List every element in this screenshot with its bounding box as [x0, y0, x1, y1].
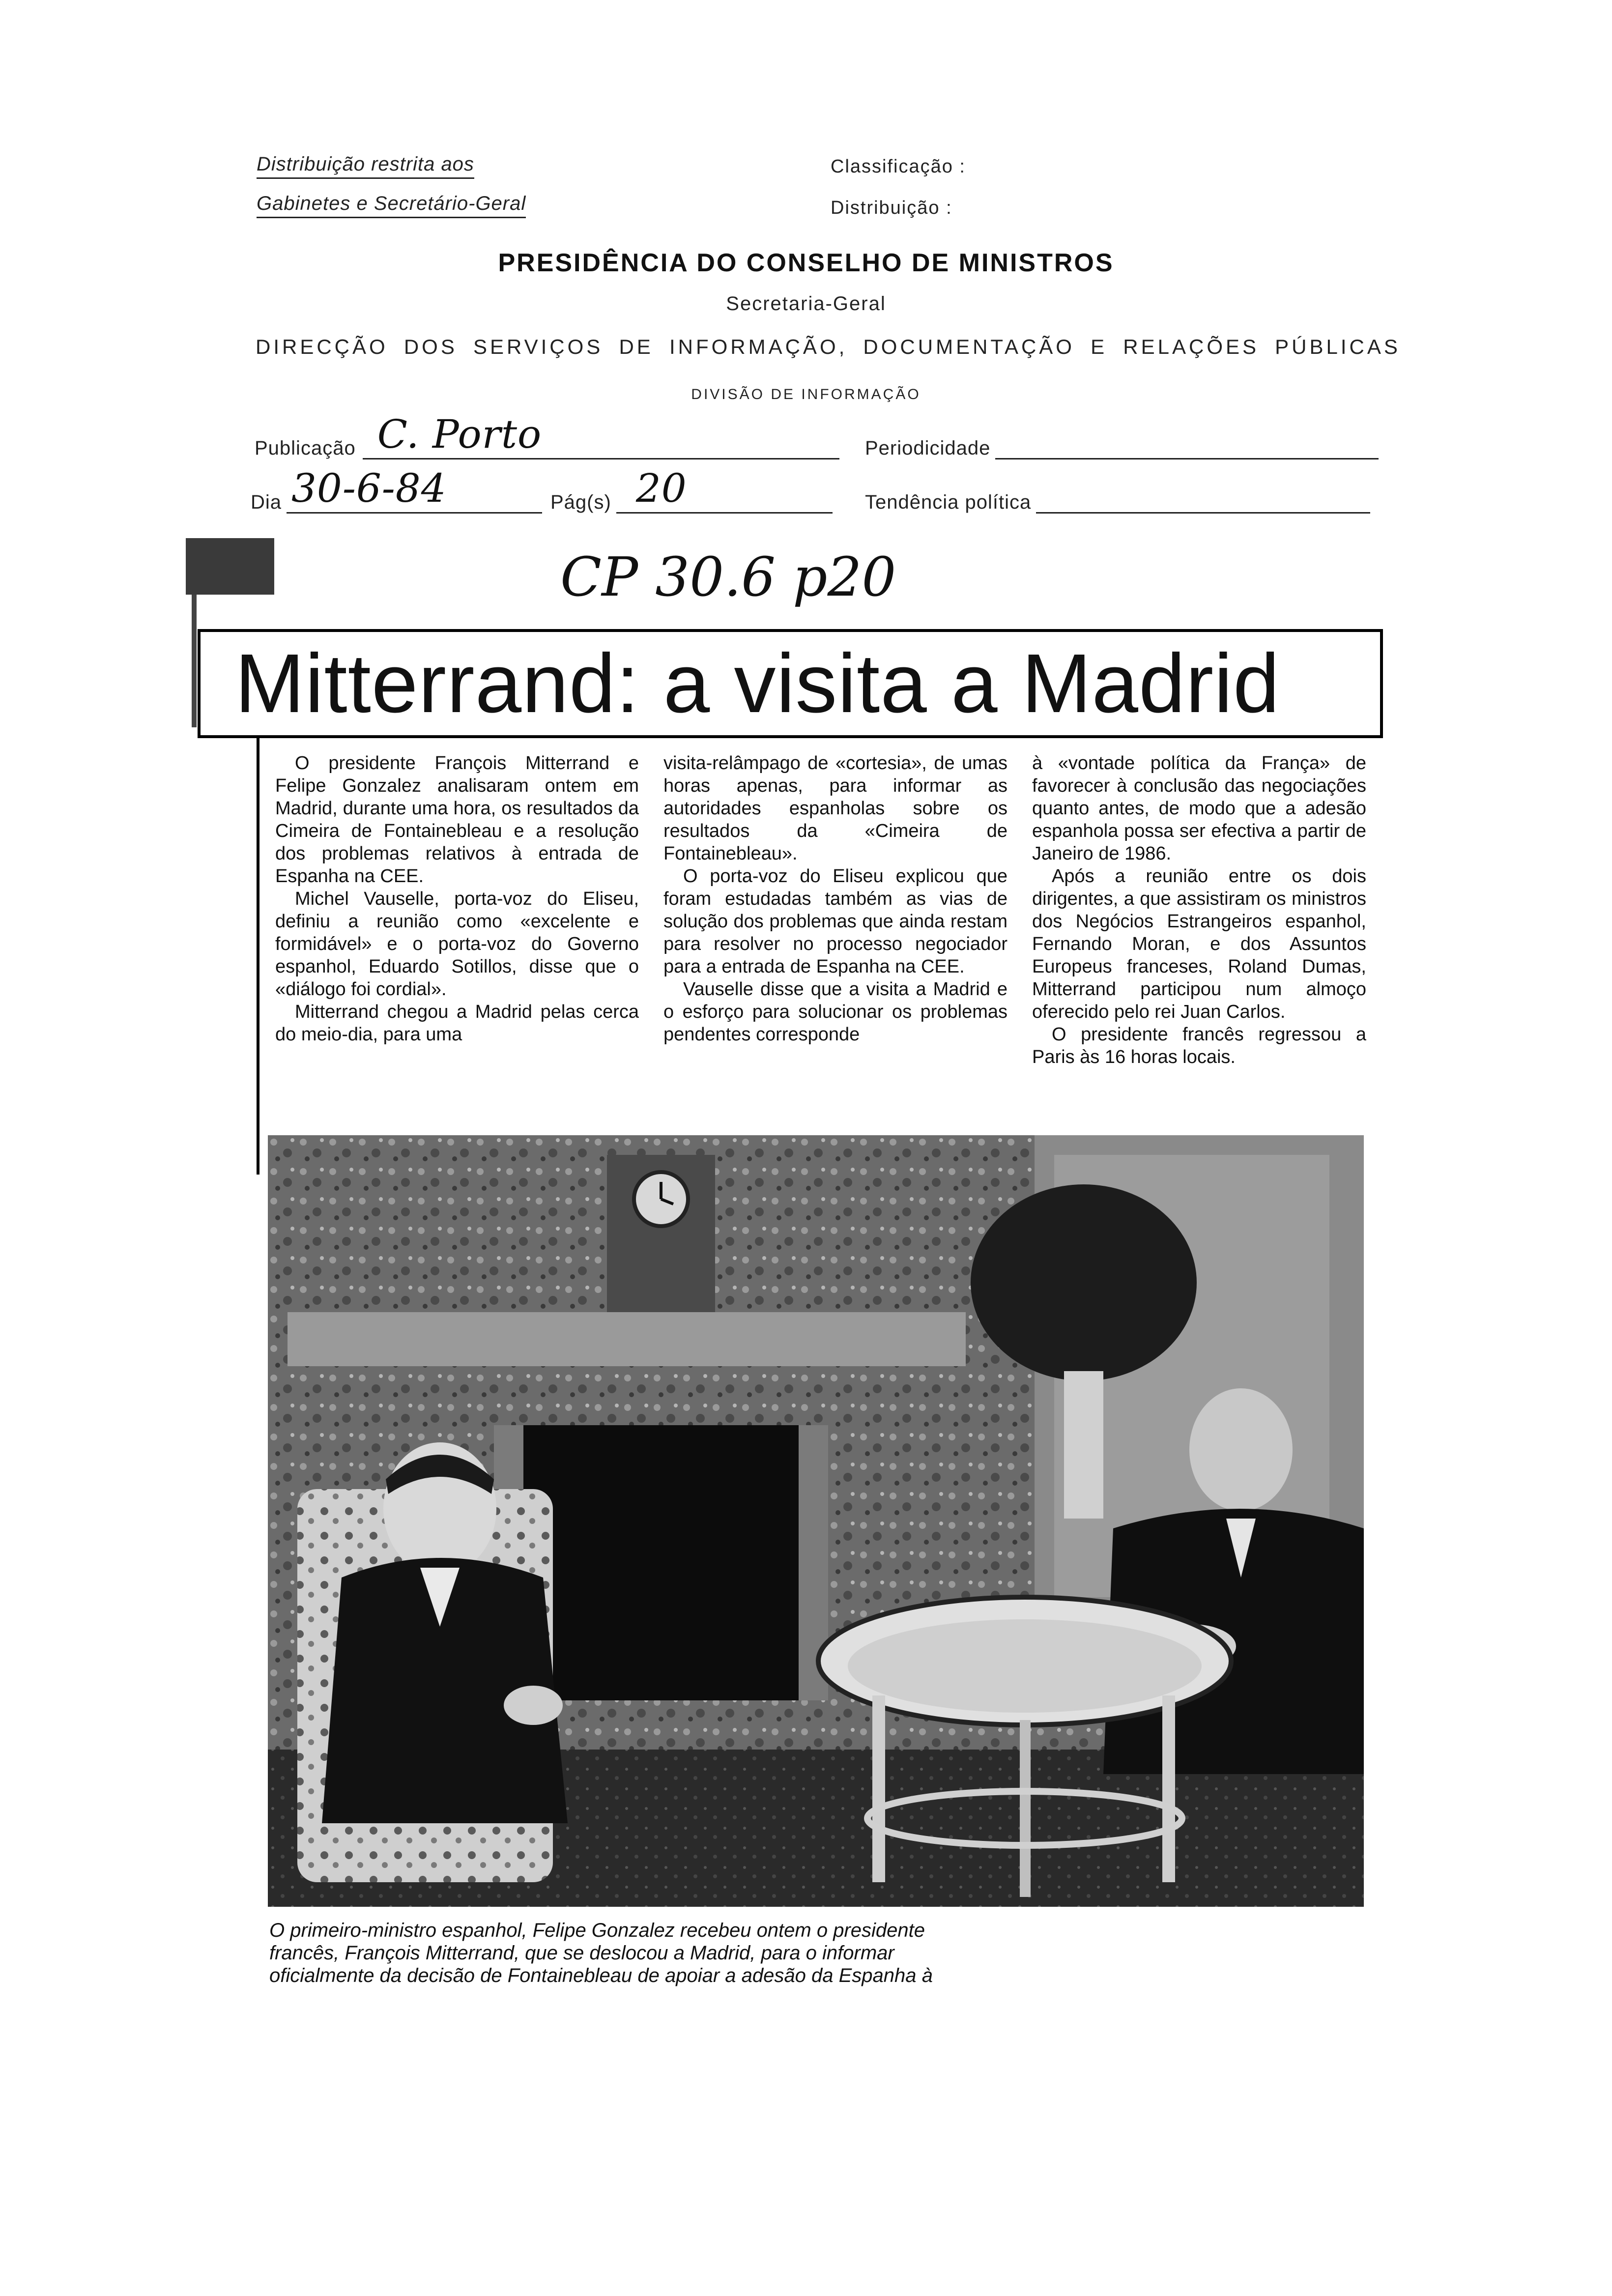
paragraph: Michel Vauselle, porta-voz do Eliseu, definiu a reunião como «excelente e formidável» e o porta-voz do Governo espanhol, Eduardo Sotillos, disse que o «diálogo foi cordial».: [275, 889, 639, 1000]
periodicity-field: [865, 432, 1379, 459]
day-label: Dia: [251, 491, 282, 513]
day-value: 30-6-84: [291, 465, 447, 511]
paragraph: Mitterrand chegou a Madrid pelas cerca do meio-dia, para uma: [275, 1002, 639, 1045]
publication-value: C. Porto: [377, 411, 542, 457]
article-column-3: [1032, 752, 1366, 1068]
tendency-field: [865, 487, 1370, 514]
paragraph: O porta-voz do Eliseu explicou que foram estudadas também as vias de solução dos problemas que ainda restam para resolver no processo negociador para a entrada de Espanha na CEE.: [663, 866, 1008, 977]
dept-word: SERVIÇOS: [473, 335, 604, 358]
column-rule-left: [257, 737, 259, 1175]
pages-value: 20: [635, 465, 687, 511]
dept-word: RELAÇÕES: [1123, 335, 1260, 358]
division-label: DIVISÃO DE INFORMAÇÃO: [691, 386, 921, 402]
dept-word: DOS: [403, 335, 458, 358]
classification-label: Classificação :: [831, 156, 966, 177]
dept-word: DOCUMENTAÇÃO: [863, 335, 1075, 358]
tendency-label: Tendência política: [865, 491, 1032, 513]
dept-word: INFORMAÇÃO,: [669, 335, 848, 358]
dept-word: DIRECÇÃO: [256, 335, 388, 358]
paragraph: O presidente François Mitterrand e Felipe Gonzalez analisaram ontem em Madrid, durante uma hora, os resultados da Cimeira de Fontainebleau e a resolução dos problemas relativos à entrada de Espanha na CEE.: [275, 753, 639, 887]
paragraph: Vauselle disse que a visita a Madrid e o esforço para solucionar os problemas pendentes corresponde: [663, 979, 1008, 1045]
publication-label: Publicação: [255, 437, 356, 459]
clip-annotation: CP 30.6 p20: [560, 545, 896, 608]
distribution-restriction-line2: Gabinetes e Secretário-Geral: [257, 193, 526, 218]
periodicity-label: Periodicidade: [865, 437, 991, 459]
paragraph: à «vontade política da França» de favorecer à conclusão das negociações quanto antes, de modo que a adesão espanhola possa ser efectiva a partir de Janeiro de 1986.: [1032, 753, 1366, 864]
paragraph: visita-relâmpago de «cortesia», de umas horas apenas, para informar as autoridades espanholas sobre os resultados da «Cimeira de Fontainebleau».: [663, 753, 1008, 864]
dept-word: DE: [619, 335, 654, 358]
distribution-restriction-line1: Distribuição restrita aos: [257, 153, 474, 179]
article-column-2: [663, 752, 1008, 1046]
org-subtitle: Secretaria-Geral: [726, 293, 886, 315]
day-field: [251, 465, 542, 514]
paragraph: O presidente francês regressou a Paris às 16 horas locais.: [1032, 1024, 1366, 1067]
publication-field: [255, 411, 839, 459]
article-column-1: [275, 752, 639, 1046]
department-line: [256, 335, 1401, 359]
paragraph: Após a reunião entre os dois dirigentes, a que assistiram os ministros dos Negócios Estrangeiros espanhol, Fernando Moran, e dos Assuntos Europeus franceses, Roland Dumas, Mitterrand participou num almoço oferecido pelo rei Juan Carlos.: [1032, 866, 1366, 1022]
pages-label: Pág(s): [550, 491, 611, 513]
headline-box: [198, 629, 1383, 738]
org-title: PRESIDÊNCIA DO CONSELHO DE MINISTROS: [498, 249, 1114, 277]
scan-edge: [192, 595, 197, 727]
scan-shadow: [186, 538, 274, 595]
pages-field: [550, 465, 833, 514]
photo-caption: O primeiro-ministro espanhol, Felipe Gonzalez recebeu ontem o presidente francês, François Mitterrand, que se deslocou a Madrid, para o informar oficialmente da decisão de Fontainebleau de apoiar a adesão da Espanha à: [269, 1920, 933, 1986]
distribution-label: Distribuição :: [831, 198, 952, 218]
article-photo: [268, 1135, 1364, 1907]
article-headline: Mitterrand: a visita a Madrid: [235, 637, 1280, 730]
photo-illustration: [268, 1135, 1364, 1907]
dept-word: PÚBLICAS: [1275, 335, 1401, 358]
dept-word: E: [1091, 335, 1108, 358]
